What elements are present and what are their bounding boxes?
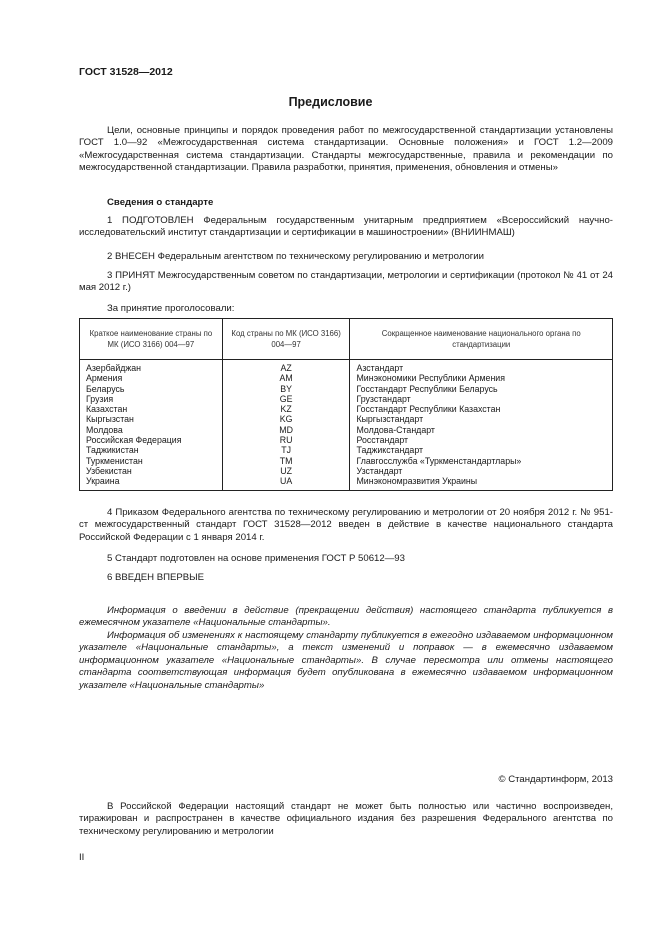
page-number: II bbox=[79, 852, 85, 863]
item-6-first-introduced: 6 ВВЕДЕН ВПЕРВЫЕ bbox=[107, 572, 205, 583]
notice-paragraph-2: Информация об изменениях к настоящему стандарту публикуется в ежегодно издаваемом информационном указателе «Национальные стандарты», а текст изменений и поправок — в ежемесячно издаваемом информационном указателе «Национальные стандарты». В случае пересмотра или отмены настоящего стандарта соответствующая информация будет опубликована в ежемесячно издаваемом информационном указателе «Национальные стандарты» bbox=[79, 630, 613, 691]
item-1-prepared: 1 ПОДГОТОВЛЕН Федеральным государственным унитарным предприятием «Всероссийский научно-исследовательский институт стандартизации и сертификации в машиностроении» (ВНИИНМАШ) bbox=[79, 215, 613, 239]
item-5-basis: 5 Стандарт подготовлен на основе применения ГОСТ Р 50612—93 bbox=[107, 553, 405, 564]
column-header-authority: Сокращенное наименование национального органа по стандартизации bbox=[350, 319, 613, 360]
column-header-code: Код страны по МК (ИСО 3166) 004—97 bbox=[222, 319, 350, 360]
table-row bbox=[80, 435, 613, 445]
country-cell: Российская Федерация bbox=[80, 435, 223, 445]
item-2-introduced: 2 ВНЕСЕН Федеральным агентством по техническому регулированию и метрологии bbox=[107, 251, 485, 262]
authority-cell: Госстандарт Республики Казахстан bbox=[350, 404, 613, 414]
country-cell: Молдова bbox=[80, 425, 223, 435]
country-cell: Азербайджан bbox=[80, 360, 223, 374]
table-row bbox=[80, 476, 613, 490]
code-cell: TM bbox=[222, 456, 350, 466]
code-cell: AZ bbox=[222, 360, 350, 374]
document-code: ГОСТ 31528—2012 bbox=[79, 66, 173, 78]
item-3-adopted: 3 ПРИНЯТ Межгосударственным советом по стандартизации, метрологии и сертификации (протокол № 41 от 24 мая 2012 г.) bbox=[79, 270, 613, 294]
country-cell: Беларусь bbox=[80, 384, 223, 394]
copyright-notice: © Стандартинформ, 2013 bbox=[498, 774, 613, 785]
notice-paragraph-1: Информация о введении в действие (прекращении действия) настоящего стандарта публикуется в ежемесячном указателе «Национальные стандарты». bbox=[79, 605, 613, 629]
code-cell: GE bbox=[222, 394, 350, 404]
country-cell: Таджикистан bbox=[80, 445, 223, 455]
authority-cell: Кыргызстандарт bbox=[350, 414, 613, 424]
column-header-country: Краткое наименование страны по МК (ИСО 3166) 004—97 bbox=[80, 319, 223, 360]
authority-cell: Грузстандарт bbox=[350, 394, 613, 404]
authority-cell: Молдова-Стандарт bbox=[350, 425, 613, 435]
table-row bbox=[80, 425, 613, 435]
code-cell: MD bbox=[222, 425, 350, 435]
authority-cell: Узстандарт bbox=[350, 466, 613, 476]
country-cell: Армения bbox=[80, 373, 223, 383]
code-cell: UZ bbox=[222, 466, 350, 476]
table-row bbox=[80, 373, 613, 383]
authority-cell: Таджикстандарт bbox=[350, 445, 613, 455]
country-cell: Украина bbox=[80, 476, 223, 490]
voting-countries-table bbox=[79, 318, 613, 491]
table-row bbox=[80, 360, 613, 374]
page-title: Предисловие bbox=[288, 95, 373, 109]
table-row bbox=[80, 394, 613, 404]
code-cell: KZ bbox=[222, 404, 350, 414]
voted-label: За принятие проголосовали: bbox=[107, 303, 235, 314]
table-row bbox=[80, 384, 613, 394]
table-row bbox=[80, 414, 613, 424]
table-row bbox=[80, 466, 613, 476]
intro-paragraph: Цели, основные принципы и порядок проведения работ по межгосударственной стандартизации установлены ГОСТ 1.0—92 «Межгосударственная система стандартизации. Основные положения» и ГОСТ 1.2—2009 «Межгосударственная система стандартизации. Стандарты межгосударственные, правила и рекомендации по межгосударственной стандартизации. Правила разработки, принятия, применения, обновления и отмены» bbox=[79, 125, 613, 174]
authority-cell: Минэкономики Республики Армения bbox=[350, 373, 613, 383]
authority-cell: Главгосслужба «Туркменстандартлары» bbox=[350, 456, 613, 466]
code-cell: BY bbox=[222, 384, 350, 394]
country-cell: Казахстан bbox=[80, 404, 223, 414]
authority-cell: Госстандарт Республики Беларусь bbox=[350, 384, 613, 394]
section-heading: Сведения о стандарте bbox=[107, 197, 214, 208]
table-header-row bbox=[80, 319, 613, 360]
country-cell: Узбекистан bbox=[80, 466, 223, 476]
code-cell: RU bbox=[222, 435, 350, 445]
authority-cell: Росстандарт bbox=[350, 435, 613, 445]
code-cell: AM bbox=[222, 373, 350, 383]
code-cell: TJ bbox=[222, 445, 350, 455]
country-cell: Кыргызстан bbox=[80, 414, 223, 424]
table-row bbox=[80, 456, 613, 466]
code-cell: UA bbox=[222, 476, 350, 490]
country-cell: Туркменистан bbox=[80, 456, 223, 466]
table-row bbox=[80, 445, 613, 455]
table-row bbox=[80, 404, 613, 414]
authority-cell: Минэкономразвития Украины bbox=[350, 476, 613, 490]
item-4-order: 4 Приказом Федерального агентства по техническому регулированию и метрологии от 20 ноября 2012 г. № 951-ст межгосударственный стандарт ГОСТ 31528—2012 введен в действие в качестве национального стандарта Российской Федерации с 1 января 2014 г. bbox=[79, 507, 613, 543]
code-cell: KG bbox=[222, 414, 350, 424]
rights-paragraph: В Российской Федерации настоящий стандарт не может быть полностью или частично воспроизведен, тиражирован и распространен в качестве официального издания без разрешения Федерального агентства по техническому регулированию и метрологии bbox=[79, 801, 613, 837]
country-cell: Грузия bbox=[80, 394, 223, 404]
authority-cell: Азстандарт bbox=[350, 360, 613, 374]
